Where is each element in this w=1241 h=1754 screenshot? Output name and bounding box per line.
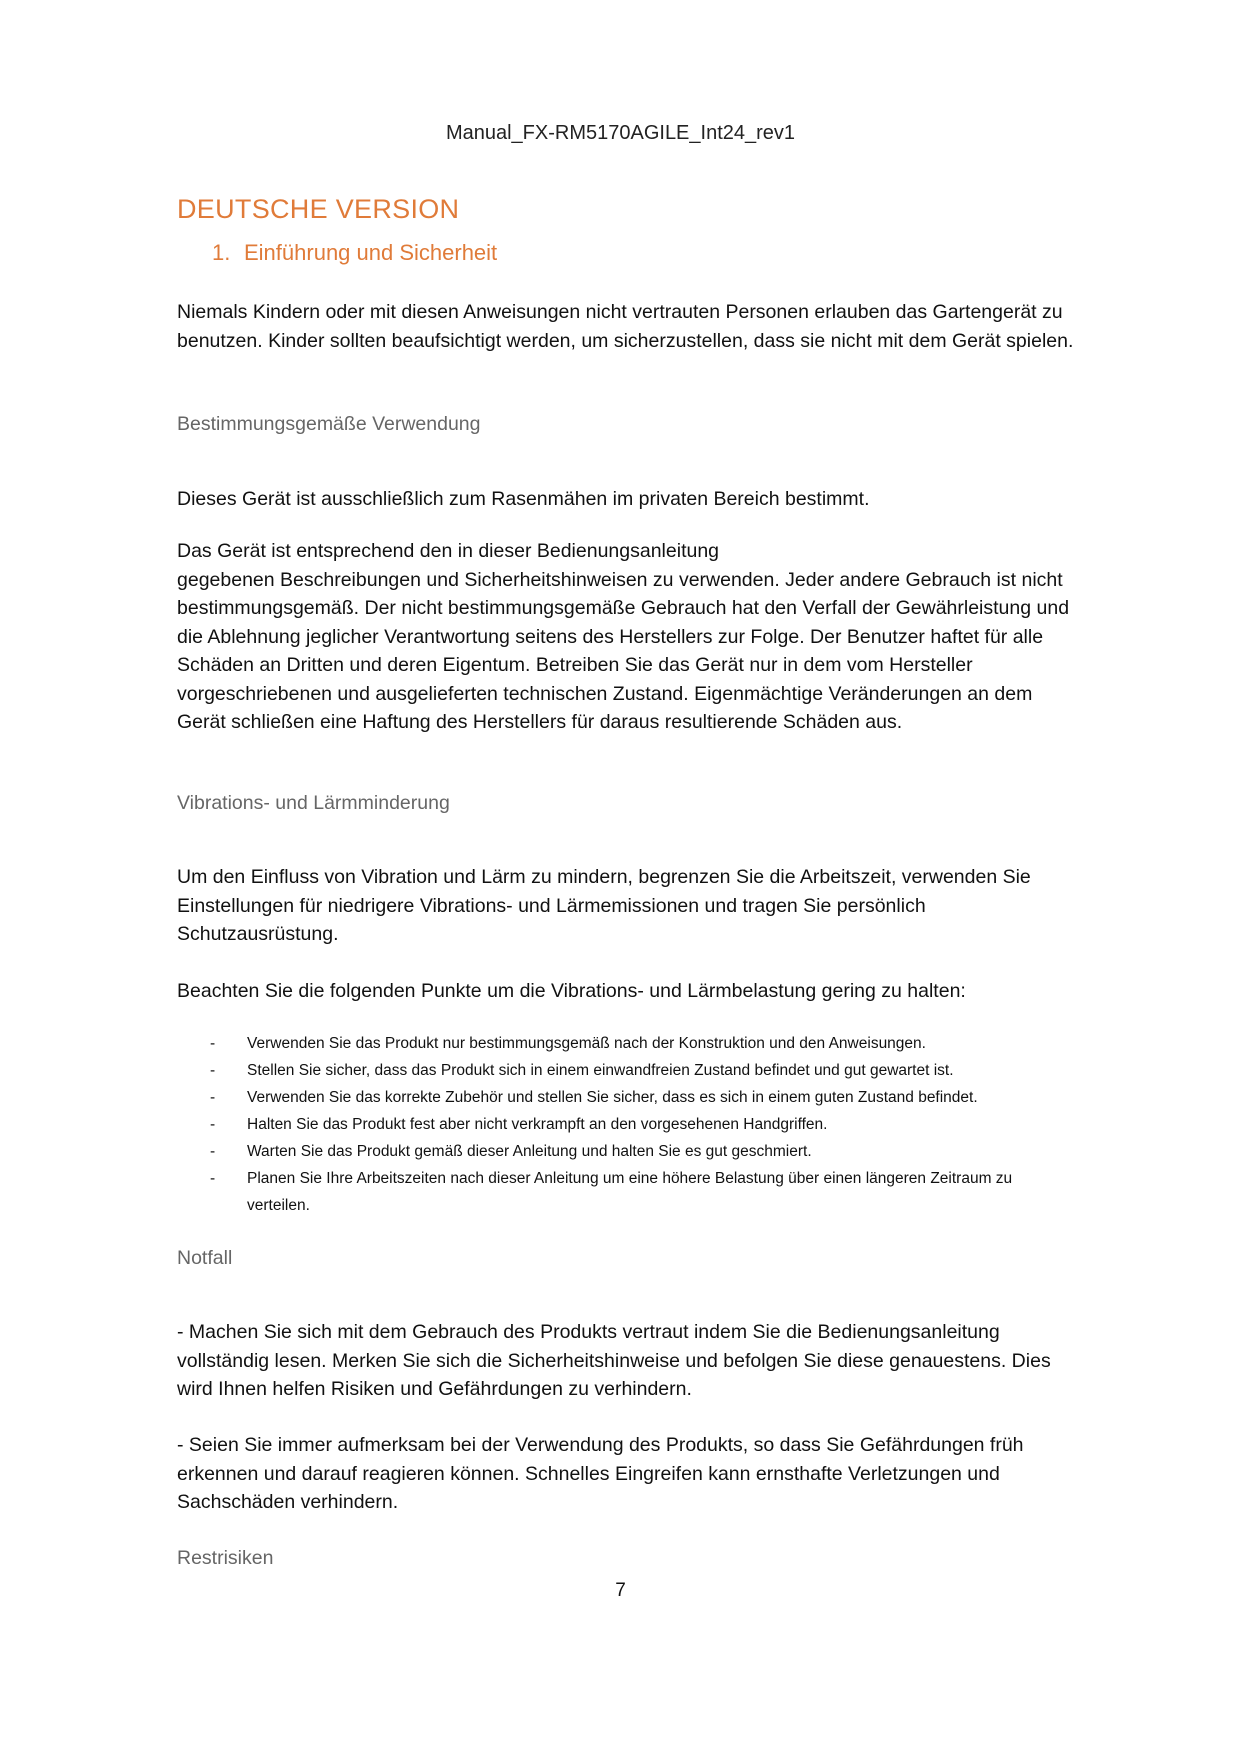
bullet-text: Verwenden Sie das korrekte Zubehör und stellen Sie sicher, dass es sich in einem guten Zustand befindet. (247, 1089, 978, 1106)
subsection-number: 1. (212, 240, 231, 265)
section-title: DEUTSCHE VERSION (177, 194, 460, 224)
bullet-marker: - (210, 1170, 216, 1187)
subsection-label: Einführung und Sicherheit (244, 240, 498, 265)
usage-paragraph-2-rest: gegebenen Beschreibungen und Sicherheitshinweisen zu verwenden. Jeder andere Gebrauch ist nicht bestimmungsgemäß. Der nicht bestimmungsgemäße Gebrauch hat den Verfall der Gewährleistung und die Ablehnung jeglicher Verantwortung seitens des Herstellers zur Folge. Der Benutzer haftet für alle Schäden an Dritten und deren Eigentum. Betreiben Sie das Gerät nur in dem vom Hersteller vorgeschriebenen und ausgelieferten technischen Zustand. Eigenmächtige Veränderungen an dem Gerät schließen eine Haftung des Herstellers für daraus resultierende Schäden aus. (177, 568, 1070, 733)
bullet-marker: - (210, 1035, 216, 1052)
vibration-paragraph-1: Um den Einfluss von Vibration und Lärm zu mindern, begrenzen Sie die Arbeitszeit, verwenden Sie Einstellungen für niedrigere Vibrations- und Lärmemissionen und tragen Sie persönlich Schutzausrüstung. (177, 866, 1031, 945)
bullet-marker: - (210, 1089, 216, 1106)
bullet-text: Halten Sie das Produkt fest aber nicht verkrampft an den vorgesehenen Handgriffen. (247, 1116, 828, 1133)
bullet-text: Warten Sie das Produkt gemäß dieser Anleitung und halten Sie es gut geschmiert. (247, 1143, 812, 1160)
list-item (210, 1138, 1070, 1165)
residual-risks-heading: Restrisiken (177, 1547, 274, 1569)
bullet-marker: - (210, 1116, 216, 1133)
usage-paragraph-2 (177, 537, 1077, 737)
bullet-marker: - (210, 1062, 216, 1079)
vibration-bullet-list (210, 1030, 1070, 1219)
usage-paragraph-2-line1: Das Gerät ist entsprechend den in dieser Bedienungsanleitung (177, 540, 720, 562)
document-header: Manual_FX-RM5170AGILE_Int24_rev1 (445, 122, 796, 144)
list-item (210, 1165, 1070, 1219)
bullet-marker: - (210, 1143, 216, 1160)
list-item (210, 1084, 1070, 1111)
intro-paragraph: Niemals Kindern oder mit diesen Anweisungen nicht vertrauten Personen erlauben das Gartengerät zu benutzen. Kinder sollten beaufsichtigt werden, um sicherzustellen, dass sie nicht mit dem Gerät spielen. (177, 301, 1074, 352)
vibration-heading: Vibrations- und Lärmminderung (177, 792, 450, 814)
bullet-text: Verwenden Sie das Produkt nur bestimmungsgemäß nach der Konstruktion und den Anweisungen. (247, 1035, 926, 1052)
usage-heading: Bestimmungsgemäße Verwendung (177, 413, 481, 435)
vibration-paragraph-2: Beachten Sie die folgenden Punkte um die Vibrations- und Lärmbelastung gering zu halten: (177, 980, 966, 1002)
emergency-heading: Notfall (177, 1247, 233, 1269)
list-item (210, 1057, 1070, 1084)
bullet-text: Planen Sie Ihre Arbeitszeiten nach dieser Anleitung um eine höhere Belastung über einen längeren Zeitraum zu verteilen. (247, 1170, 1013, 1214)
list-item (210, 1111, 1070, 1138)
emergency-paragraph-1: - Machen Sie sich mit dem Gebrauch des Produkts vertraut indem Sie die Bedienungsanleitung vollständig lesen. Merken Sie sich die Sicherheitshinweise und befolgen Sie diese genauestens. Dies wird Ihnen helfen Risiken und Gefährdungen zu verhindern. (177, 1321, 1051, 1400)
list-item (210, 1030, 1070, 1057)
bullet-text: Stellen Sie sicher, dass das Produkt sich in einem einwandfreien Zustand befindet und gut gewartet ist. (247, 1062, 954, 1079)
usage-paragraph-1: Dieses Gerät ist ausschließlich zum Rasenmähen im privaten Bereich bestimmt. (177, 488, 870, 510)
subsection-title (212, 240, 497, 266)
page-number: 7 (615, 1580, 626, 1601)
emergency-paragraph-2: - Seien Sie immer aufmerksam bei der Verwendung des Produkts, so dass Sie Gefährdungen früh erkennen und darauf reagieren können. Schnelles Eingreifen kann ernsthafte Verletzungen und Sachschäden verhindern. (177, 1434, 1024, 1513)
